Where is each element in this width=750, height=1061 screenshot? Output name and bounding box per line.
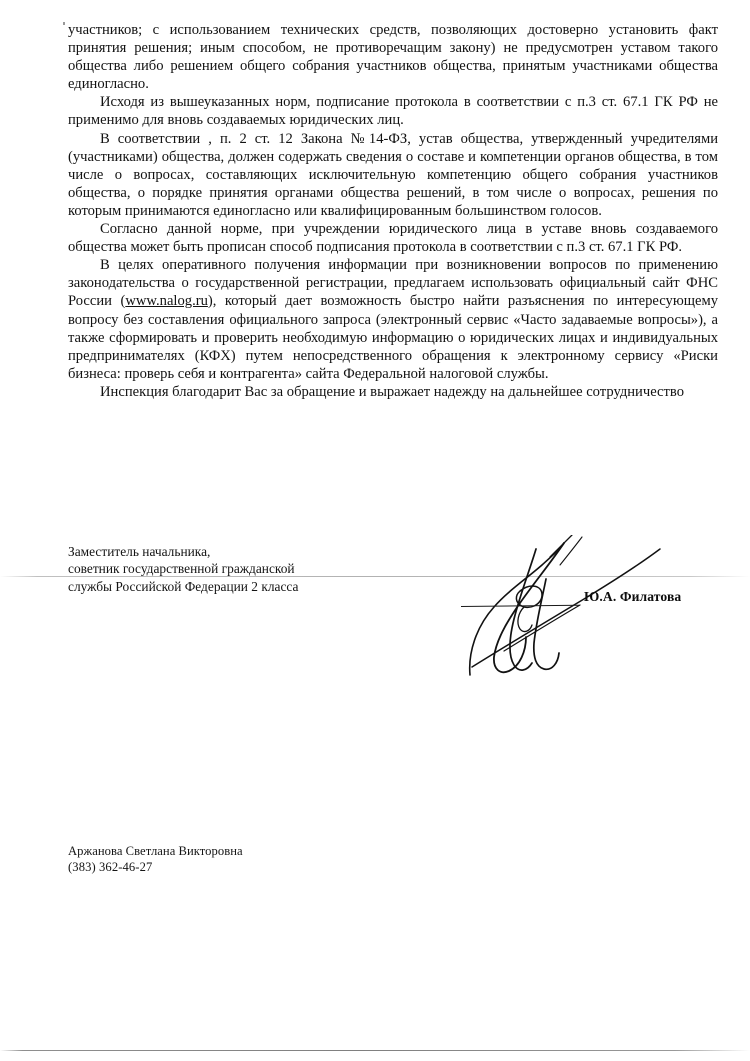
nalog-ru-link[interactable]: www.nalog.ru <box>125 293 208 310</box>
contact-person-name: Аржанова Светлана Викторовна <box>68 844 243 858</box>
scan-speck-artifact <box>63 22 65 25</box>
paragraph-continuation: участников; с использованием технических средств, позволяющих достоверно установить факт принятия решения; иным способом, не противоречащим закону) не предусмотрен уставом такого общества либо решением общего собрания участников общества, принятым участниками общества единогласно. <box>68 22 718 93</box>
footer-contact-block <box>68 843 243 876</box>
signatory-title-line-3: службы Российской Федерации 2 класса <box>68 578 299 594</box>
signer-name: Ю.А. Филатова <box>584 589 682 604</box>
paragraph-law-14fz: В соответствии , п. 2 ст. 12 Закона №14-ФЗ, устав общества, утвержденный учредителями (участниками) общества, должен содержать сведения о составе и компетенции органов общества, в том числе о вопросах, составляющих исключительную компетенцию общего собрания участников общества, о порядке принятия органами общества решений, в том числе о вопросах, решения по которым принимаются единогласно или квалифицированным большинством голосов. <box>68 130 718 219</box>
signatory-title <box>68 543 398 595</box>
paragraph-fns-text-after: ), который дает возможность быстро найти разъяснения по интересующему вопросу без составления официального запроса (электронный сервис «Часто задаваемые вопросы»), а также сформировать и проверить необходимую информацию о юридических лицах и индивидуальных предпринимателях (КФХ) путем непосредственного обращения к электронному сервису «Риски бизнеса: проверь себя и контрагента» сайта Федеральной налоговой службы. <box>68 293 719 382</box>
paragraph-charter-provision: Согласно данной норме, при учреждении юридического лица в уставе вновь создаваемого общества может быть прописан способ подписания протокола в соответствии с п.3 ст. 67.1 ГК РФ. <box>68 221 718 256</box>
paragraph-fns-text-before: В целях оперативного получения информации при возникновении вопросов по применению законодательства о государственной регистрации, предлагаем использовать официальный сайт ФНС России ( <box>68 257 718 310</box>
contact-phone-number: (383) 362-46-27 <box>68 860 153 875</box>
signature-rule-line <box>461 605 579 607</box>
signatory-title-line-1: Заместитель начальника, <box>68 544 211 559</box>
handwritten-signature-icon <box>464 535 674 683</box>
paragraph-closing-thanks: Инспекция благодарит Вас за обращение и выражает надежду на дальнейшее сотрудничество <box>100 383 684 400</box>
scan-page-edge-line <box>0 1050 750 1051</box>
paragraph-fns-website <box>68 256 718 383</box>
signatory-title-line-2: советник государственной гражданской <box>68 561 295 577</box>
document-body <box>68 21 718 401</box>
paragraph-conclusion-norms: Исходя из вышеуказанных норм, подписание протокола в соответствии с п.3 ст. 67.1 ГК РФ не применимо для вновь создаваемых юридических лиц. <box>68 94 718 129</box>
signature-block <box>68 543 718 683</box>
